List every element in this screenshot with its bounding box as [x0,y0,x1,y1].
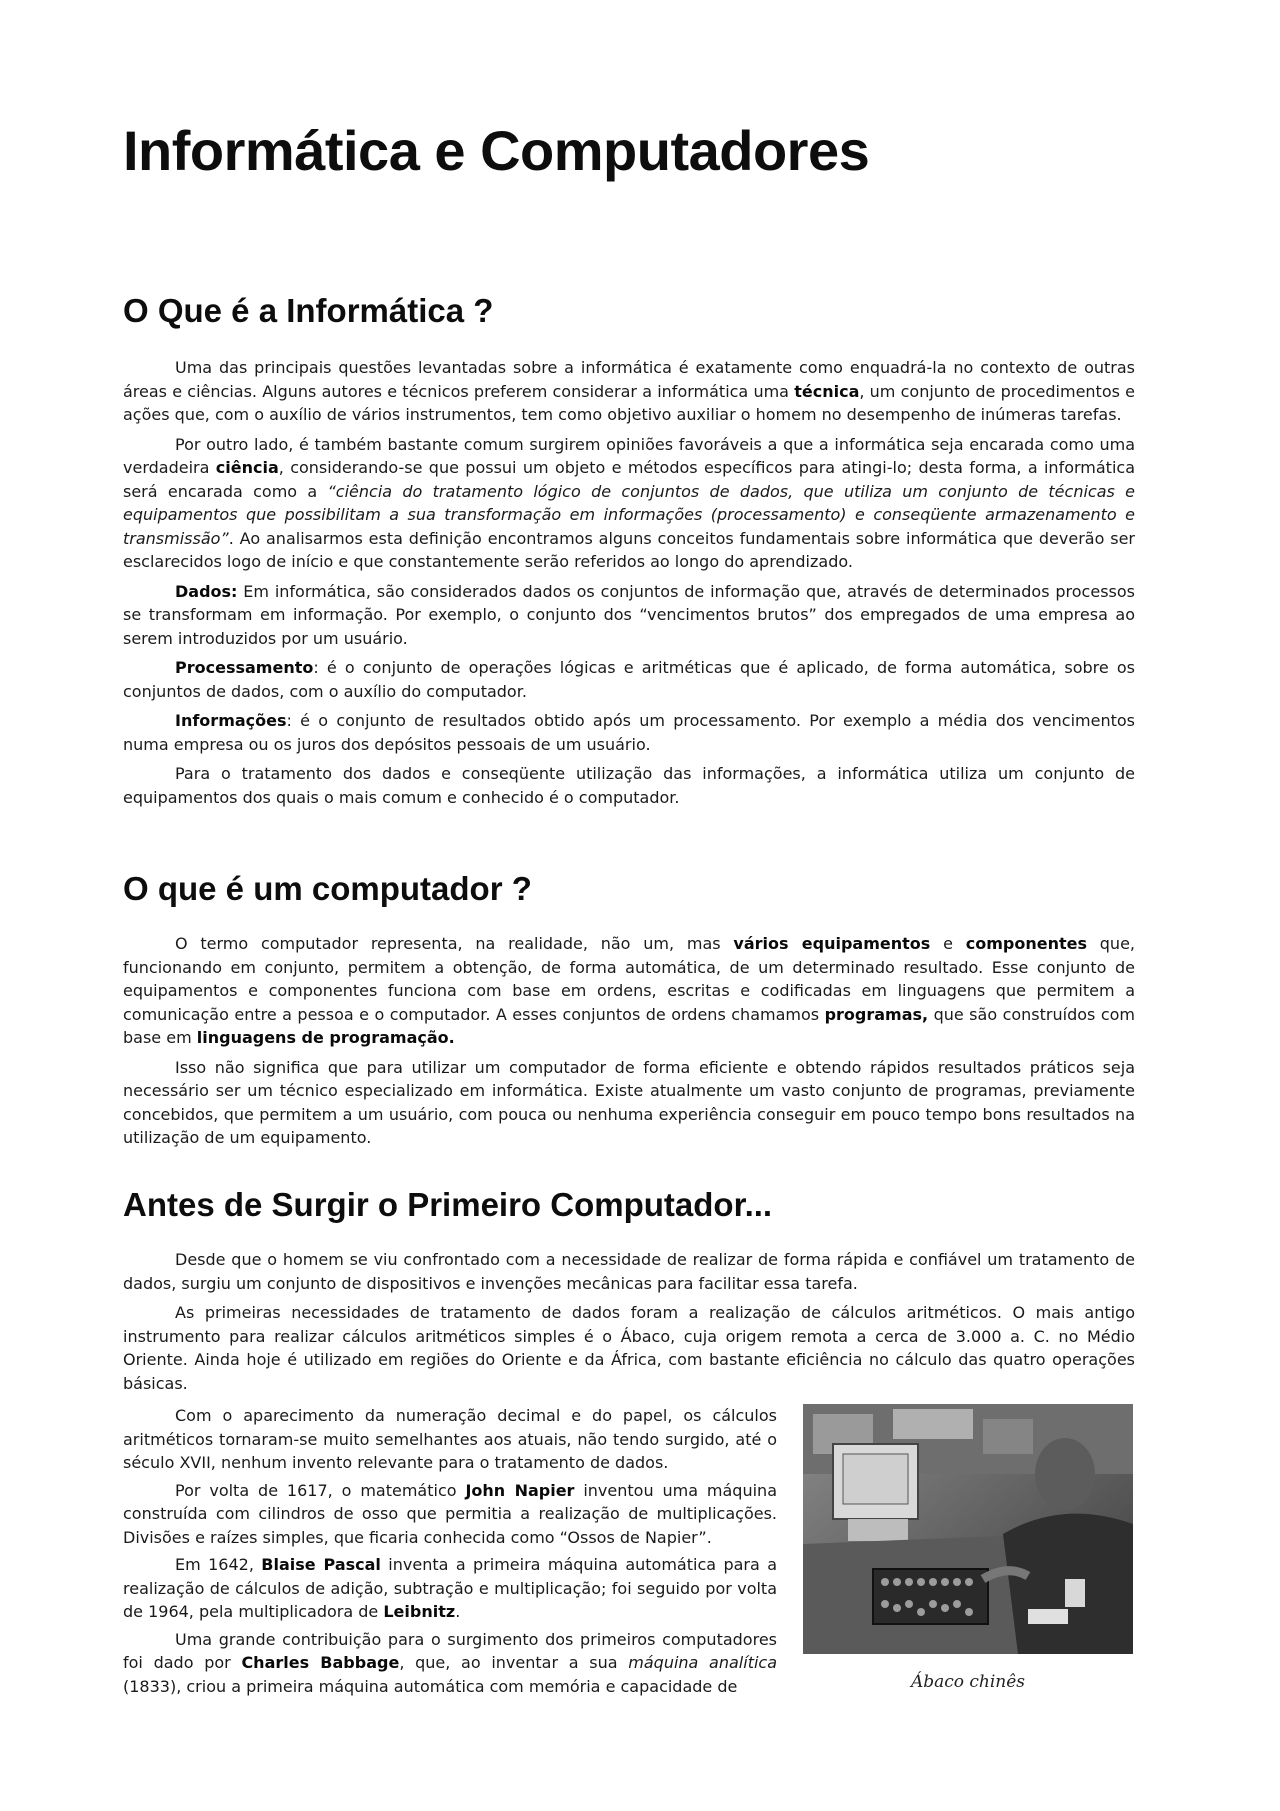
paragraph: O termo computador representa, na realidade, não um, mas vários equipamentos e componentes que, funcionando em conjunto, permitem a obtenção, de forma automática, de um determinado resultado. Esse conjunto de equipamentos e componentes funciona com base em ordens, escritas e codificadas em linguagens que permitem a comunicação entre a pessoa e o computador. A esses conjuntos de ordens chamamos programas, que são construídos com base em linguagens de programação. [123,934,1136,1047]
paragraph-definition-informacoes: Informações: é o conjunto de resultados obtido após um processamento. Por exemplo a média dos vencimentos numa empresa ou os juros dos depósitos pessoais de um usuário. [123,711,1135,754]
paragraph: Isso não significa que para utilizar um computador de forma eficiente e obtendo rápidos resultados práticos seja necessário ser um técnico especializado em informática. Existe atualmente um vasto conjunto de programas, previamente concebidos, que permitem a um usuário, com pouca ou nenhuma experiência conseguir em pouco tempo bons resultados na utilização de um equipamento. [123,1057,1135,1147]
paragraph: Para o tratamento dos dados e conseqüente utilização das informações, a informática utiliza um conjunto de equipamentos dos quais o mais comum e conhecido é o computador. [123,764,1135,807]
paragraph-definition-dados: Dados: Em informática, são considerados dados os conjuntos de informação que, através de determinados processos se transformam em informação. Por exemplo, o conjunto dos “vencimentos brutos” dos empregados de uma empresa ao serem introduzidos por um usuário. [123,581,1135,648]
paragraph: Uma das principais questões levantadas sobre a informática é exatamente como enquadrá-la no contexto de outras áreas e ciências. Alguns autores e técnicos preferem considerar a informática uma técnica, um conjunto de procedimentos e ações que, com o auxílio de vários instrumentos, tem como objetivo auxiliar o homem no desempenho de inúmeras tarefas. [123,358,1136,424]
section-computador [123,932,1135,1156]
left-column-text [123,1404,777,1702]
paragraph-definition-processamento: Processamento: é o conjunto de operações lógicas e aritméticas que é aplicado, de forma automática, sobre os conjuntos de dados, com o auxílio do computador. [123,658,1135,701]
paragraph: Por volta de 1617, o matemático John Napier inventou uma máquina construída com cilindros de osso que permitia a realização de multiplicações. Divisões e raízes simples, que ficaria conhecida como “Ossos de Napier”. [123,1480,777,1547]
figure-abacus [803,1404,1133,1692]
section-heading-antes: Antes de Surgir o Primeiro Computador... [123,1186,773,1223]
paragraph: Por outro lado, é também bastante comum surgirem opiniões favoráveis a que a informática seja encarada como uma verdadeira ciência, considerando-se que possui um objeto e métodos específicos para atingi-lo; desta forma, a informática será encarada como a “ciência do tratamento lógico de conjuntos de dados, que utiliza um conjunto de técnicas e equipamentos que possibilitam a sua transformação em informações (processamento) e conseqüente armazenamento e transmissão”. Ao analisarmos esta definição encontramos alguns conceitos fundamentais sobre informática que deverão ser esclarecidos logo de início e que constantemente serão referidos ao longo do aprendizado. [123,434,1136,571]
section-heading-informatica: O Que é a Informática ? [123,292,494,329]
paragraph: Desde que o homem se viu confrontado com a necessidade de realizar de forma rápida e confiável um tratamento de dados, surgiu um conjunto de dispositivos e invenções mecânicas para facilitar essa tarefa. [123,1250,1135,1293]
paragraph: Com o aparecimento da numeração decimal e do papel, os cálculos aritméticos tornaram-se muito semelhantes aos atuais, não tendo surgido, até o século XVII, nenhum invento relevante para o tratamento de dados. [123,1406,777,1472]
paragraph: Em 1642, Blaise Pascal inventa a primeira máquina automática para a realização de cálculos de adição, subtração e multiplicação; foi seguido por volta de 1964, pela multiplicadora de Leibnitz. [123,1555,777,1621]
paragraph: As primeiras necessidades de tratamento de dados foram a realização de cálculos aritméticos. O mais antigo instrumento para realizar cálculos aritméticos simples é o Ábaco, cuja origem remota a cerca de 3.000 a. C. no Médio Oriente. Ainda hoje é utilizado em regiões do Oriente e da África, com bastante eficiência no cálculo das quatro operações básicas. [123,1303,1135,1393]
section-antes [123,1248,1135,1401]
section-heading-computador: O que é um computador ? [123,870,532,907]
figure-caption: Ábaco chinês [910,1672,1026,1692]
document-title: Informática e Computadores [123,119,870,182]
section-informatica [123,356,1135,815]
abacus-photo [803,1404,1133,1654]
paragraph: Uma grande contribuição para o surgimento dos primeiros computadores foi dado por Charles Babbage, que, ao inventar a sua máquina analítica (1833), criou a primeira máquina automática com memória e capacidade de [123,1629,778,1696]
